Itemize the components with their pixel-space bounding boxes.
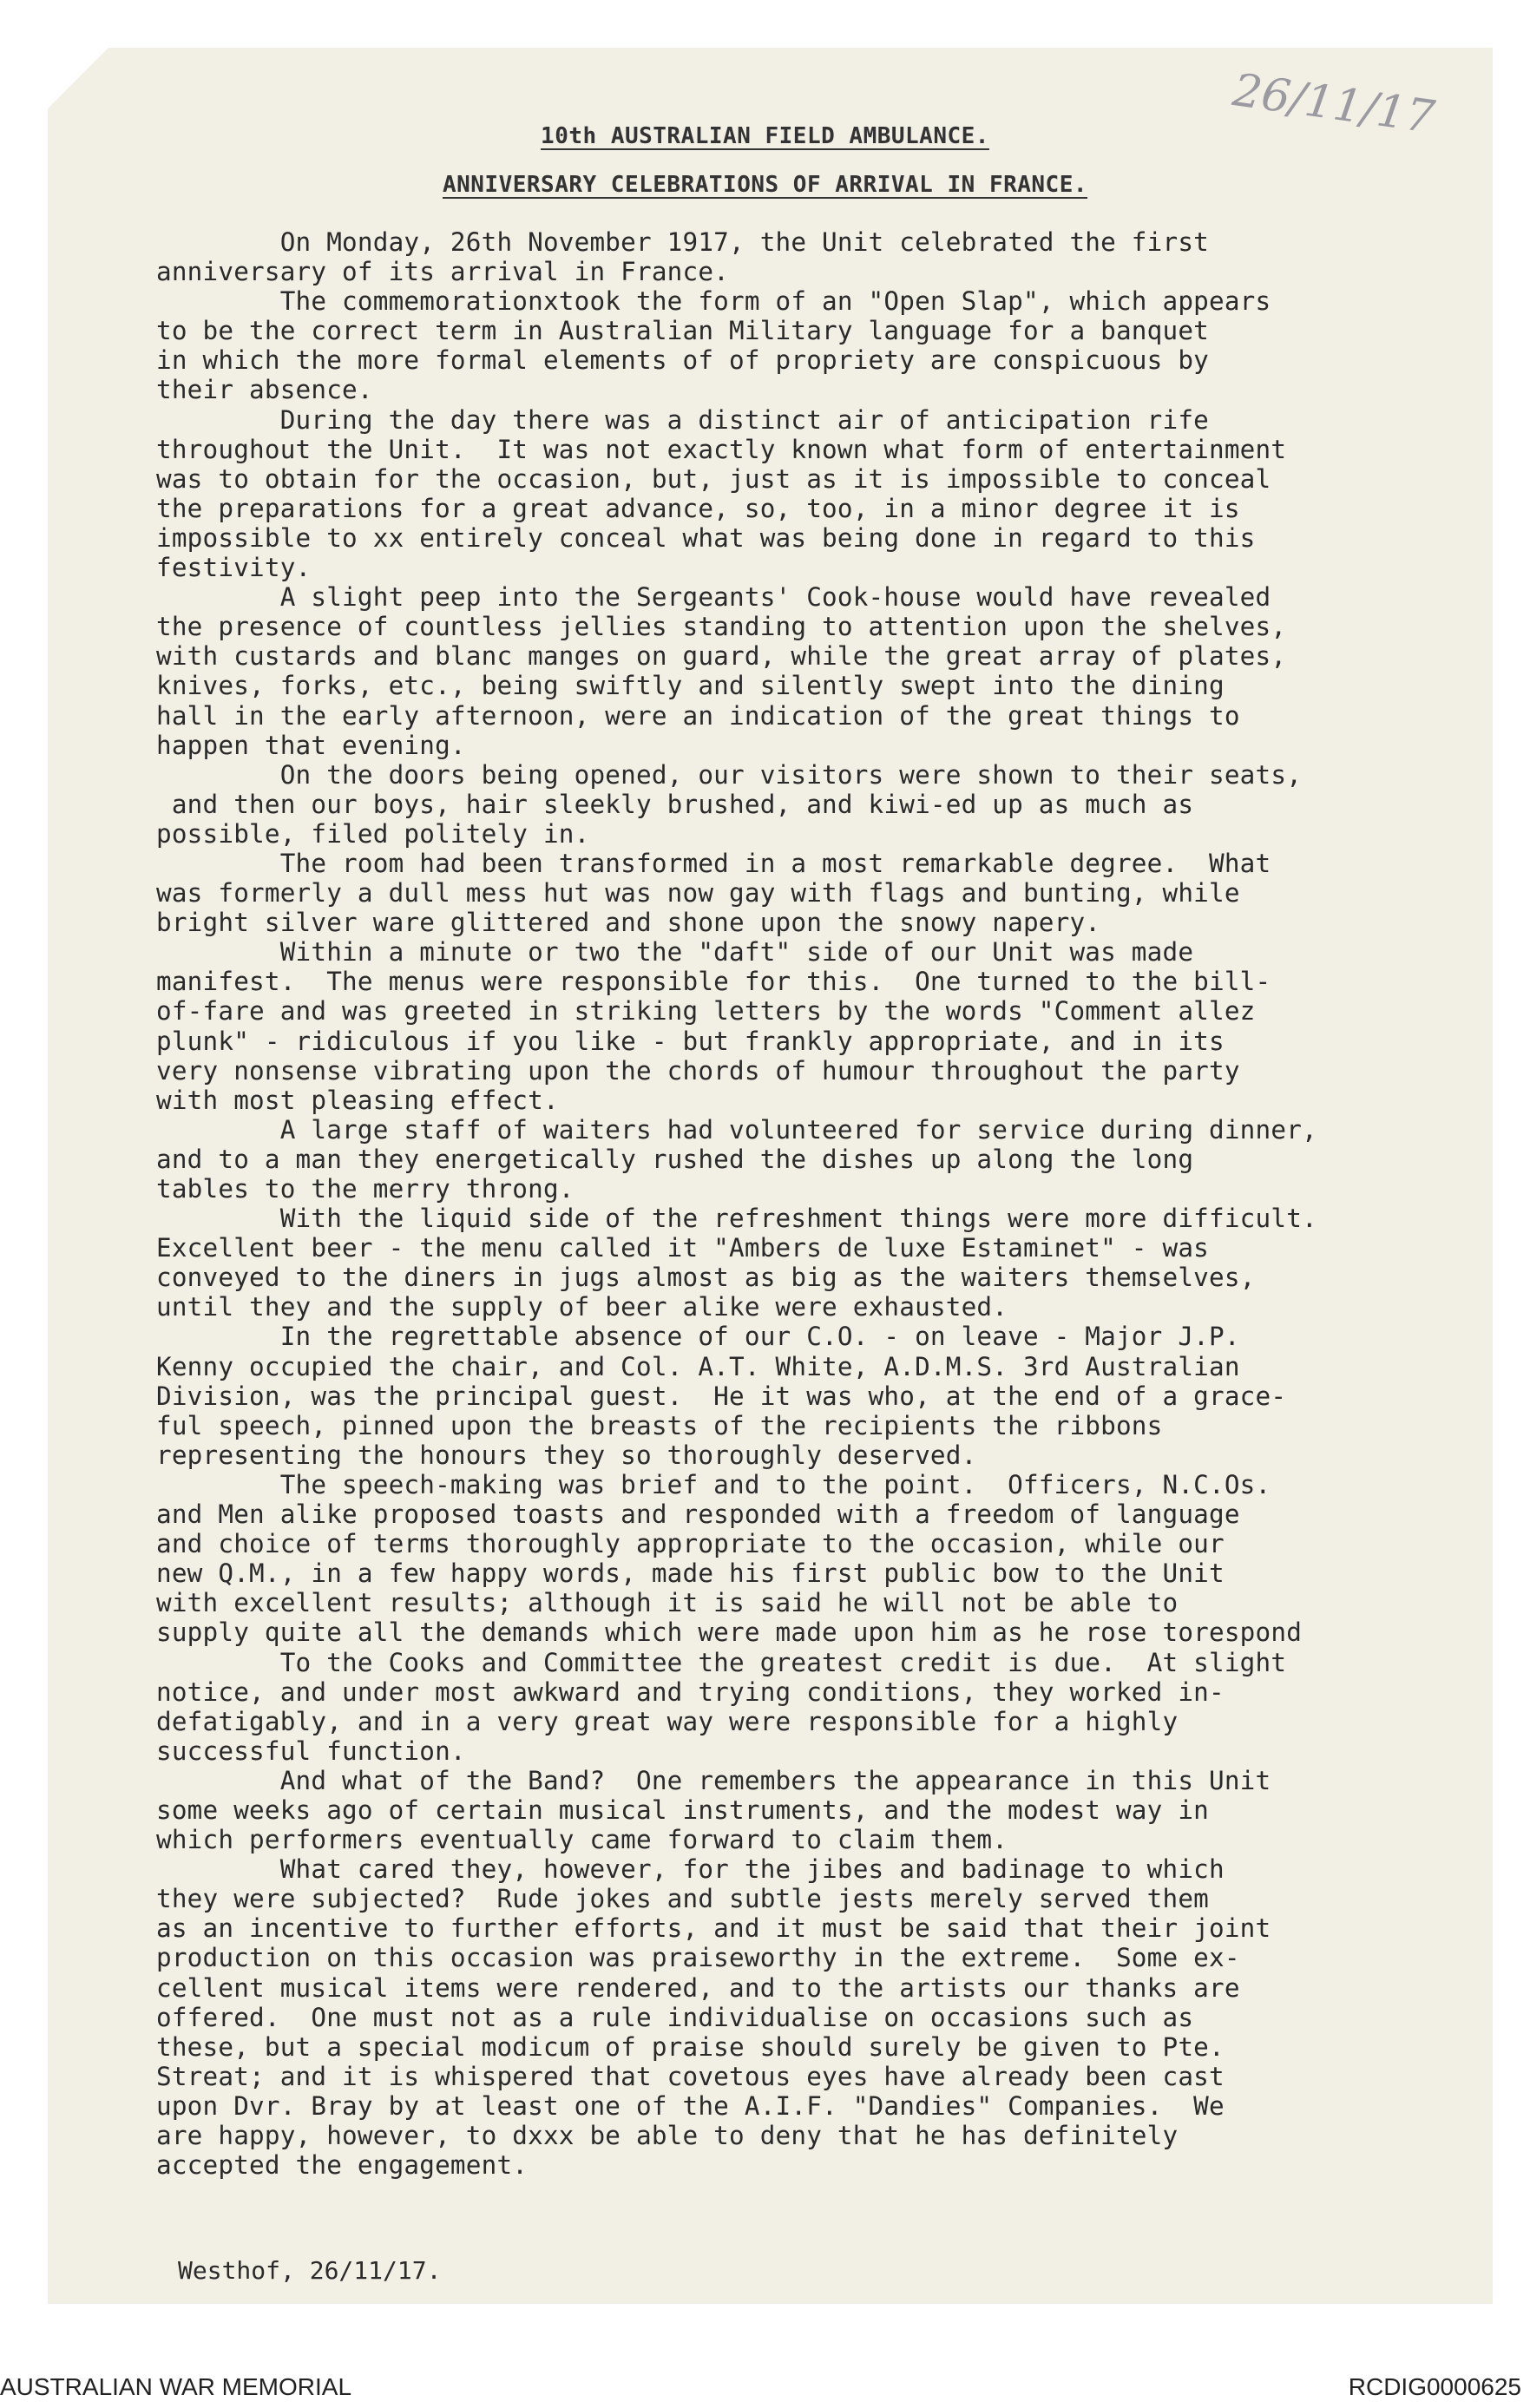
text-line: some weeks ago of certain musical instruments, and the modest way in <box>156 1795 1209 1825</box>
text-line: manifest. The menus were responsible for this. One turned to the bill- <box>156 967 1271 997</box>
text-line: Streat; and it is whispered that covetous eyes have already been cast <box>156 2061 1225 2091</box>
text-line: of-fare and was greeted in striking letters by the words "Comment allez <box>156 996 1256 1027</box>
text-line: was to obtain for the occasion, but, just as it is impossible to conceal <box>156 463 1271 494</box>
text-line: and then our boys, hair sleekly brushed, and kiwi-ed up as much as <box>156 789 1194 819</box>
footer-record-id: RCDIG0000625 <box>1348 2373 1521 2400</box>
text-line: are happy, however, to dxxx be able to deny that he has definitely <box>156 2121 1179 2150</box>
text-line: successful function. <box>156 1735 466 1766</box>
text-line: Division, was the principal guest. He it was who, at the end of a grace- <box>156 1381 1287 1411</box>
footer-archive-name: AUSTRALIAN WAR MEMORIAL <box>0 2373 352 2400</box>
text-line: During the day there was a distinct air of anticipation rife <box>156 404 1209 435</box>
text-line: In the regrettable absence of our C.O. - on leave - Major J.P. <box>156 1322 1240 1352</box>
text-line: What cared they, however, for the jibes and badinage to which <box>156 1854 1225 1885</box>
text-line: and Men alike proposed toasts and responded with a freedom of language <box>156 1499 1240 1530</box>
text-line: To the Cooks and Committee the greatest credit is due. At slight <box>156 1647 1287 1677</box>
text-line: ful speech, pinned upon the breasts of the recipients the ribbons <box>156 1410 1163 1440</box>
text-line: notice, and under most awkward and trying conditions, they worked in- <box>156 1676 1225 1707</box>
text-line: with most pleasing effect. <box>156 1085 559 1115</box>
text-line: festivity. <box>156 553 312 583</box>
body-text <box>156 227 1458 2180</box>
text-line: production on this occasion was praiseworthy in the extreme. Some ex- <box>156 1943 1240 1973</box>
handwritten-date: 26/11/17 <box>1229 64 1438 144</box>
text-line: the preparations for a great advance, so, too, in a minor degree it is <box>156 493 1240 523</box>
text-line: they were subjected? Rude jokes and subtle jests merely served them <box>156 1884 1209 1914</box>
text-line: which performers eventually came forward to claim them. <box>156 1825 1008 1855</box>
text-line: throughout the Unit. It was not exactly known what form of entertainment <box>156 434 1287 464</box>
text-line: accepted the engagement. <box>156 2150 529 2181</box>
text-line: as an incentive to further efforts, and it must be said that their joint <box>156 1913 1271 1944</box>
text-line: And what of the Band? One remembers the appearance in this Unit <box>156 1765 1271 1795</box>
text-line: in which the more formal elements of of propriety are conspicuous by <box>156 345 1209 376</box>
text-line: cellent musical items were rendered, and to the artists our thanks are <box>156 1972 1240 2003</box>
text-line: With the liquid side of the refreshment things were more difficult. <box>156 1204 1317 1234</box>
text-line: Excellent beer - the menu called it "Ambers de luxe Estaminet" - was <box>156 1233 1209 1263</box>
text-line: new Q.M., in a few happy words, made his first public bow to the Unit <box>156 1558 1225 1589</box>
text-line: these, but a special modicum of praise should surely be given to Pte. <box>156 2031 1225 2062</box>
text-line: and to a man they energetically rushed the dishes up along the long <box>156 1144 1194 1174</box>
text-line: knives, forks, etc., being swiftly and silently swept into the dining <box>156 671 1225 701</box>
text-line: On Monday, 26th November 1917, the Unit celebrated the first <box>156 227 1209 257</box>
text-line: On the doors being opened, our visitors were shown to their seats, <box>156 759 1303 790</box>
text-line: The speech-making was brief and to the point. Officers, N.C.Os. <box>156 1469 1271 1499</box>
text-line: offered. One must not as a rule individualise on occasions such as <box>156 2002 1194 2032</box>
text-line: their absence. <box>156 375 373 405</box>
text-line: defatigably, and in a very great way were responsible for a highly <box>156 1706 1179 1736</box>
document-title: 10th AUSTRALIAN FIELD AMBULANCE. <box>541 123 989 149</box>
text-line: the presence of countless jellies standing to attention upon the shelves, <box>156 612 1287 642</box>
text-line: representing the honours they so thoroughly deserved. <box>156 1440 977 1470</box>
text-line: bright silver ware glittered and shone upon the snowy napery. <box>156 908 1101 938</box>
text-line: tables to the merry throng. <box>156 1174 575 1204</box>
text-line: with custards and blanc manges on guard, while the great array of plates, <box>156 641 1287 672</box>
text-line: plunk" - ridiculous if you like - but frankly appropriate, and in its <box>156 1026 1225 1056</box>
signoff: Westhof, 26/11/17. <box>178 2256 442 2285</box>
text-line: upon Dvr. Bray by at least one of the A.I.F. "Dandies" Companies. We <box>156 2090 1225 2121</box>
text-line: anniversary of its arrival in France. <box>156 257 730 287</box>
text-line: A slight peep into the Sergeants' Cook-house would have revealed <box>156 582 1271 613</box>
text-line: with excellent results; although it is said he will not be able to <box>156 1588 1179 1618</box>
text-line: happen that evening. <box>156 730 466 760</box>
text-line: very nonsense vibrating upon the chords of humour throughout the party <box>156 1055 1240 1086</box>
text-line: supply quite all the demands which were made upon him as he rose torespond <box>156 1617 1303 1648</box>
text-line: was formerly a dull mess hut was now gay with flags and bunting, while <box>156 878 1240 909</box>
text-line: until they and the supply of beer alike were exhausted. <box>156 1292 1008 1322</box>
text-line: hall in the early afternoon, were an indication of the great things to <box>156 700 1240 731</box>
text-line: Kenny occupied the chair, and Col. A.T. White, A.D.M.S. 3rd Australian <box>156 1351 1240 1381</box>
text-line: The room had been transformed in a most remarkable degree. What <box>156 848 1271 878</box>
text-line: Within a minute or two the "daft" side of our Unit was made <box>156 937 1194 968</box>
text-line: and choice of terms thoroughly appropriate to the occasion, while our <box>156 1529 1225 1559</box>
document-subtitle: ANNIVERSARY CELEBRATIONS OF ARRIVAL IN FRANCE. <box>442 172 1088 198</box>
text-line: possible, filed politely in. <box>156 818 590 849</box>
text-line: The commemorationxtook the form of an "Open Slap", which appears <box>156 286 1271 317</box>
text-line: conveyed to the diners in jugs almost as big as the waiters themselves, <box>156 1263 1256 1293</box>
text-line: impossible to xx entirely conceal what was being done in regard to this <box>156 522 1256 553</box>
text-line: to be the correct term in Australian Military language for a banquet <box>156 316 1209 346</box>
text-line: A large staff of waiters had volunteered for service during dinner, <box>156 1114 1317 1145</box>
